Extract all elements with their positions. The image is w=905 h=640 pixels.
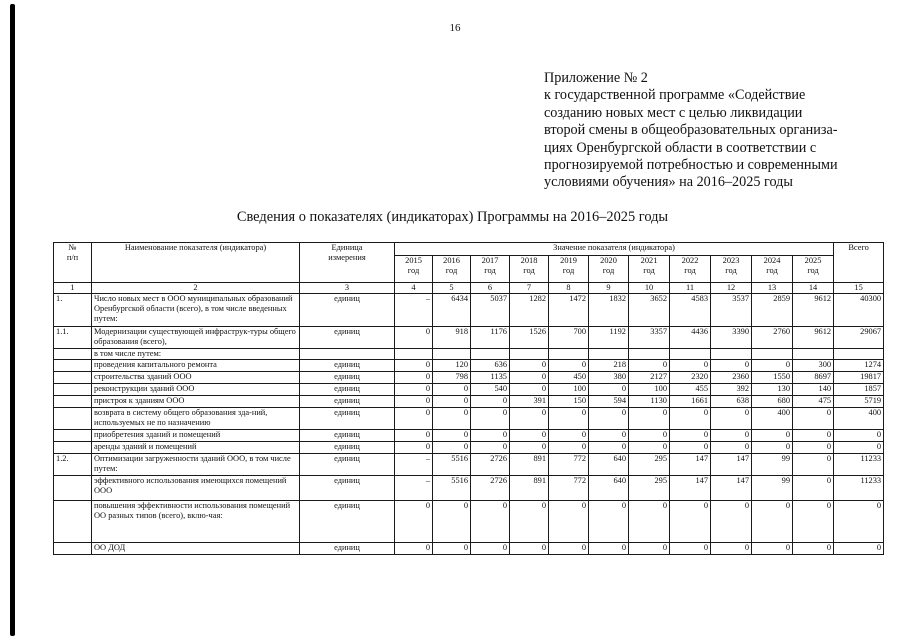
value-cell: 891 xyxy=(510,454,549,476)
row-number-cell: 1.2. xyxy=(54,454,92,476)
document-title: Сведения о показателях (индикаторах) Программы на 2016–2025 годы xyxy=(236,209,669,225)
value-cell: 2360 xyxy=(711,372,752,384)
indicator-name-cell: ОО ДОД xyxy=(92,543,300,555)
value-cell: 640 xyxy=(589,454,629,476)
value-cell: 0 xyxy=(670,408,711,430)
value-cell: 0 xyxy=(589,384,629,396)
value-cell: 140 xyxy=(793,384,834,396)
value-cell: 0 xyxy=(629,360,670,372)
value-cell: 918 xyxy=(433,327,471,349)
value-cell: 0 xyxy=(629,543,670,555)
value-cell: 1192 xyxy=(589,327,629,349)
unit-cell: единиц xyxy=(300,430,395,442)
value-cell: 392 xyxy=(711,384,752,396)
value-cell: 0 xyxy=(793,442,834,454)
row-number-cell xyxy=(54,501,92,543)
value-cell: 0 xyxy=(395,543,433,555)
total-cell xyxy=(834,349,884,360)
table-row xyxy=(54,349,884,360)
table-row xyxy=(54,543,884,555)
value-cell: 147 xyxy=(670,476,711,501)
column-index-cell: 13 xyxy=(752,283,793,294)
unit-cell: единиц xyxy=(300,408,395,430)
table-row xyxy=(54,408,884,430)
value-cell: 400 xyxy=(752,408,793,430)
value-cell: 0 xyxy=(471,408,510,430)
unit-cell: единиц xyxy=(300,294,395,327)
total-cell: 1857 xyxy=(834,384,884,396)
value-cell: 5516 xyxy=(433,476,471,501)
value-cell: 0 xyxy=(711,501,752,543)
value-cell: 0 xyxy=(395,360,433,372)
value-cell: 100 xyxy=(629,384,670,396)
value-cell: 1550 xyxy=(752,372,793,384)
table-row xyxy=(54,501,884,543)
value-cell: 0 xyxy=(433,408,471,430)
value-cell xyxy=(589,349,629,360)
value-cell: 0 xyxy=(510,501,549,543)
value-cell: 0 xyxy=(793,501,834,543)
indicator-name-cell: в том числе путем: xyxy=(92,349,300,360)
value-cell: 9612 xyxy=(793,327,834,349)
value-cell: 0 xyxy=(510,408,549,430)
value-cell: 0 xyxy=(395,501,433,543)
row-number-cell: 1. xyxy=(54,294,92,327)
value-cell: 0 xyxy=(510,430,549,442)
value-cell: 798 xyxy=(433,372,471,384)
total-cell: 19817 xyxy=(834,372,884,384)
appendix-block xyxy=(544,70,874,192)
total-cell: 11233 xyxy=(834,476,884,501)
table-row xyxy=(54,476,884,501)
column-index-cell: 3 xyxy=(300,283,395,294)
value-cell: – xyxy=(395,454,433,476)
value-cell: 640 xyxy=(589,476,629,501)
value-cell: 0 xyxy=(629,408,670,430)
value-cell: 0 xyxy=(752,430,793,442)
column-index-cell: 7 xyxy=(510,283,549,294)
row-number-cell xyxy=(54,372,92,384)
value-cell: 0 xyxy=(589,408,629,430)
value-cell: 2127 xyxy=(629,372,670,384)
header-year: 2025 год xyxy=(793,256,834,283)
value-cell: 2859 xyxy=(752,294,793,327)
header-year: 2018 год xyxy=(510,256,549,283)
value-cell: 0 xyxy=(670,430,711,442)
value-cell: 0 xyxy=(510,543,549,555)
row-number-cell xyxy=(54,476,92,501)
header-values: Значение показателя (индикатора) xyxy=(395,243,834,256)
unit-cell xyxy=(300,349,395,360)
value-cell: 0 xyxy=(670,501,711,543)
column-index-cell: 2 xyxy=(92,283,300,294)
value-cell: 0 xyxy=(752,360,793,372)
unit-cell: единиц xyxy=(300,454,395,476)
value-cell: 680 xyxy=(752,396,793,408)
header-year: 2016 год xyxy=(433,256,471,283)
value-cell: 0 xyxy=(752,442,793,454)
value-cell: 2726 xyxy=(471,454,510,476)
value-cell: 147 xyxy=(711,476,752,501)
column-index-cell: 4 xyxy=(395,283,433,294)
row-number-cell xyxy=(54,384,92,396)
row-number-cell xyxy=(54,396,92,408)
value-cell: 1661 xyxy=(670,396,711,408)
value-cell: 0 xyxy=(395,384,433,396)
page-number: 16 xyxy=(449,22,461,34)
total-cell: 400 xyxy=(834,408,884,430)
table-row xyxy=(54,454,884,476)
unit-cell: единиц xyxy=(300,384,395,396)
value-cell: 120 xyxy=(433,360,471,372)
row-number-cell xyxy=(54,543,92,555)
header-year: 2024 год xyxy=(752,256,793,283)
value-cell: 772 xyxy=(549,476,589,501)
indicator-name-cell: реконструкции зданий ООО xyxy=(92,384,300,396)
indicator-name-cell: эффективного использования имеющихся помещений ООО xyxy=(92,476,300,501)
value-cell: 4436 xyxy=(670,327,711,349)
value-cell xyxy=(711,349,752,360)
value-cell: 0 xyxy=(793,543,834,555)
total-cell: 5719 xyxy=(834,396,884,408)
value-cell: 0 xyxy=(549,430,589,442)
value-cell: 0 xyxy=(711,543,752,555)
value-cell: 594 xyxy=(589,396,629,408)
row-number-cell xyxy=(54,430,92,442)
indicators-table xyxy=(53,242,884,555)
appendix-text: к государственной программе «Содействие созданию новых мест с целью ликвидации второй смены в общеобразовательных организа- циях Оренбургской области в соответствии с прогнозируемой потребностью и современными условиями обучения» на 2016–2025 годы xyxy=(544,87,838,191)
value-cell: 0 xyxy=(471,543,510,555)
value-cell: 0 xyxy=(670,442,711,454)
row-number-cell xyxy=(54,442,92,454)
table-row xyxy=(54,442,884,454)
unit-cell: единиц xyxy=(300,327,395,349)
value-cell: 0 xyxy=(629,430,670,442)
value-cell: 218 xyxy=(589,360,629,372)
row-number-cell xyxy=(54,360,92,372)
value-cell: 450 xyxy=(549,372,589,384)
value-cell: 9612 xyxy=(793,294,834,327)
value-cell: 0 xyxy=(471,442,510,454)
value-cell: 2320 xyxy=(670,372,711,384)
value-cell xyxy=(549,349,589,360)
value-cell: 0 xyxy=(510,384,549,396)
unit-cell: единиц xyxy=(300,360,395,372)
value-cell: 0 xyxy=(629,442,670,454)
value-cell: 100 xyxy=(549,384,589,396)
value-cell: 8697 xyxy=(793,372,834,384)
value-cell: 0 xyxy=(589,543,629,555)
appendix-heading: Приложение № 2 xyxy=(544,70,648,86)
value-cell: 3537 xyxy=(711,294,752,327)
value-cell: 475 xyxy=(793,396,834,408)
value-cell xyxy=(629,349,670,360)
value-cell: 0 xyxy=(711,360,752,372)
table-row xyxy=(54,360,884,372)
value-cell: 0 xyxy=(670,543,711,555)
indicator-name-cell: строительства зданий ООО xyxy=(92,372,300,384)
value-cell: 3652 xyxy=(629,294,670,327)
value-cell: 0 xyxy=(395,327,433,349)
value-cell: 3357 xyxy=(629,327,670,349)
row-number-cell xyxy=(54,349,92,360)
value-cell: 391 xyxy=(510,396,549,408)
value-cell: 0 xyxy=(670,360,711,372)
column-index-cell: 10 xyxy=(629,283,670,294)
column-index-cell: 5 xyxy=(433,283,471,294)
value-cell: 1282 xyxy=(510,294,549,327)
table-row xyxy=(54,327,884,349)
header-total: Всего xyxy=(834,243,884,283)
total-cell: 0 xyxy=(834,543,884,555)
value-cell xyxy=(510,349,549,360)
total-cell: 0 xyxy=(834,501,884,543)
unit-cell: единиц xyxy=(300,476,395,501)
header-year: 2015 год xyxy=(395,256,433,283)
scan-edge-line xyxy=(10,4,15,636)
unit-cell: единиц xyxy=(300,442,395,454)
value-cell: 0 xyxy=(395,408,433,430)
value-cell: 1526 xyxy=(510,327,549,349)
value-cell: 295 xyxy=(629,476,670,501)
value-cell: 3390 xyxy=(711,327,752,349)
value-cell: 455 xyxy=(670,384,711,396)
value-cell: 0 xyxy=(549,408,589,430)
value-cell: 0 xyxy=(589,501,629,543)
indicator-name-cell: Модернизации существующей инфраструк-туры общего образования (всего), xyxy=(92,327,300,349)
value-cell: 0 xyxy=(395,442,433,454)
value-cell: 4583 xyxy=(670,294,711,327)
value-cell xyxy=(670,349,711,360)
value-cell: 540 xyxy=(471,384,510,396)
value-cell: 0 xyxy=(433,543,471,555)
value-cell xyxy=(752,349,793,360)
header-year: 2021 год xyxy=(629,256,670,283)
value-cell: 150 xyxy=(549,396,589,408)
value-cell: 147 xyxy=(670,454,711,476)
column-index-cell: 6 xyxy=(471,283,510,294)
value-cell: 0 xyxy=(549,442,589,454)
value-cell: 0 xyxy=(793,476,834,501)
value-cell: – xyxy=(395,476,433,501)
value-cell: 0 xyxy=(395,396,433,408)
value-cell: 380 xyxy=(589,372,629,384)
indicator-name-cell: пристроя к зданиям ООО xyxy=(92,396,300,408)
value-cell: 0 xyxy=(433,430,471,442)
value-cell: 0 xyxy=(793,454,834,476)
indicator-name-cell: возврата в систему общего образования зда-ний, используемых не по назначению xyxy=(92,408,300,430)
value-cell: 0 xyxy=(711,430,752,442)
indicator-name-cell: Число новых мест в ООО муниципальных образований Оренбургской области (всего), в том числе введенных путем: xyxy=(92,294,300,327)
value-cell: 99 xyxy=(752,454,793,476)
value-cell: 0 xyxy=(510,372,549,384)
value-cell: 1130 xyxy=(629,396,670,408)
unit-cell: единиц xyxy=(300,543,395,555)
value-cell: 5037 xyxy=(471,294,510,327)
value-cell: 2760 xyxy=(752,327,793,349)
value-cell: 147 xyxy=(711,454,752,476)
total-cell: 0 xyxy=(834,430,884,442)
value-cell: 0 xyxy=(471,396,510,408)
row-number-cell xyxy=(54,408,92,430)
indicator-name-cell: приобретения зданий и помещений xyxy=(92,430,300,442)
value-cell xyxy=(395,349,433,360)
value-cell: 0 xyxy=(711,408,752,430)
indicator-name-cell: аренды зданий и помещений xyxy=(92,442,300,454)
table-row xyxy=(54,430,884,442)
indicator-name-cell: Оптимизации загруженности зданий ООО, в том числе путем: xyxy=(92,454,300,476)
header-year: 2022 год xyxy=(670,256,711,283)
value-cell: 5516 xyxy=(433,454,471,476)
value-cell xyxy=(433,349,471,360)
value-cell: 0 xyxy=(471,430,510,442)
value-cell: 0 xyxy=(589,442,629,454)
unit-cell: единиц xyxy=(300,396,395,408)
header-name: Наименование показателя (индикатора) xyxy=(92,243,300,283)
value-cell: 0 xyxy=(395,430,433,442)
value-cell: 2726 xyxy=(471,476,510,501)
value-cell: 700 xyxy=(549,327,589,349)
column-index-cell: 14 xyxy=(793,283,834,294)
indicator-name-cell: повышения эффективности использования помещений ОО разных типов (всего), вклю-чая: xyxy=(92,501,300,543)
value-cell: 0 xyxy=(711,442,752,454)
value-cell: 0 xyxy=(510,360,549,372)
value-cell: 1135 xyxy=(471,372,510,384)
header-year: 2017 год xyxy=(471,256,510,283)
value-cell: 0 xyxy=(549,543,589,555)
value-cell: 638 xyxy=(711,396,752,408)
value-cell: 0 xyxy=(549,501,589,543)
row-number-cell: 1.1. xyxy=(54,327,92,349)
column-index-cell: 11 xyxy=(670,283,711,294)
value-cell: 0 xyxy=(433,396,471,408)
value-cell: 300 xyxy=(793,360,834,372)
value-cell: 0 xyxy=(629,501,670,543)
value-cell: 1176 xyxy=(471,327,510,349)
column-index-cell: 9 xyxy=(589,283,629,294)
table-row xyxy=(54,384,884,396)
value-cell: 0 xyxy=(433,442,471,454)
value-cell: 0 xyxy=(471,501,510,543)
value-cell: 0 xyxy=(395,372,433,384)
value-cell: 0 xyxy=(433,384,471,396)
value-cell: 1472 xyxy=(549,294,589,327)
unit-cell: единиц xyxy=(300,372,395,384)
value-cell: 1832 xyxy=(589,294,629,327)
value-cell: 636 xyxy=(471,360,510,372)
header-year: 2020 год xyxy=(589,256,629,283)
value-cell: 772 xyxy=(549,454,589,476)
value-cell: 891 xyxy=(510,476,549,501)
value-cell: 0 xyxy=(793,430,834,442)
total-cell: 0 xyxy=(834,442,884,454)
header-year: 2019 год xyxy=(549,256,589,283)
indicator-name-cell: проведения капитального ремонта xyxy=(92,360,300,372)
value-cell: 6434 xyxy=(433,294,471,327)
value-cell: 295 xyxy=(629,454,670,476)
value-cell: 0 xyxy=(752,543,793,555)
value-cell xyxy=(471,349,510,360)
value-cell: – xyxy=(395,294,433,327)
value-cell: 0 xyxy=(793,408,834,430)
total-cell: 11233 xyxy=(834,454,884,476)
column-index-row xyxy=(54,283,884,294)
column-index-cell: 1 xyxy=(54,283,92,294)
value-cell: 130 xyxy=(752,384,793,396)
total-cell: 1274 xyxy=(834,360,884,372)
total-cell: 29067 xyxy=(834,327,884,349)
table-row xyxy=(54,372,884,384)
table-row xyxy=(54,294,884,327)
header-num: № п/п xyxy=(54,243,92,283)
value-cell: 0 xyxy=(752,501,793,543)
column-index-cell: 8 xyxy=(549,283,589,294)
value-cell: 0 xyxy=(549,360,589,372)
table-row xyxy=(54,396,884,408)
value-cell: 0 xyxy=(589,430,629,442)
unit-cell: единиц xyxy=(300,501,395,543)
value-cell: 0 xyxy=(433,501,471,543)
table-body xyxy=(54,294,884,555)
value-cell: 0 xyxy=(510,442,549,454)
value-cell: 99 xyxy=(752,476,793,501)
header-year: 2023 год xyxy=(711,256,752,283)
total-cell: 40300 xyxy=(834,294,884,327)
value-cell xyxy=(793,349,834,360)
header-unit: Единица измерения xyxy=(300,243,395,283)
column-index-cell: 15 xyxy=(834,283,884,294)
column-index-cell: 12 xyxy=(711,283,752,294)
